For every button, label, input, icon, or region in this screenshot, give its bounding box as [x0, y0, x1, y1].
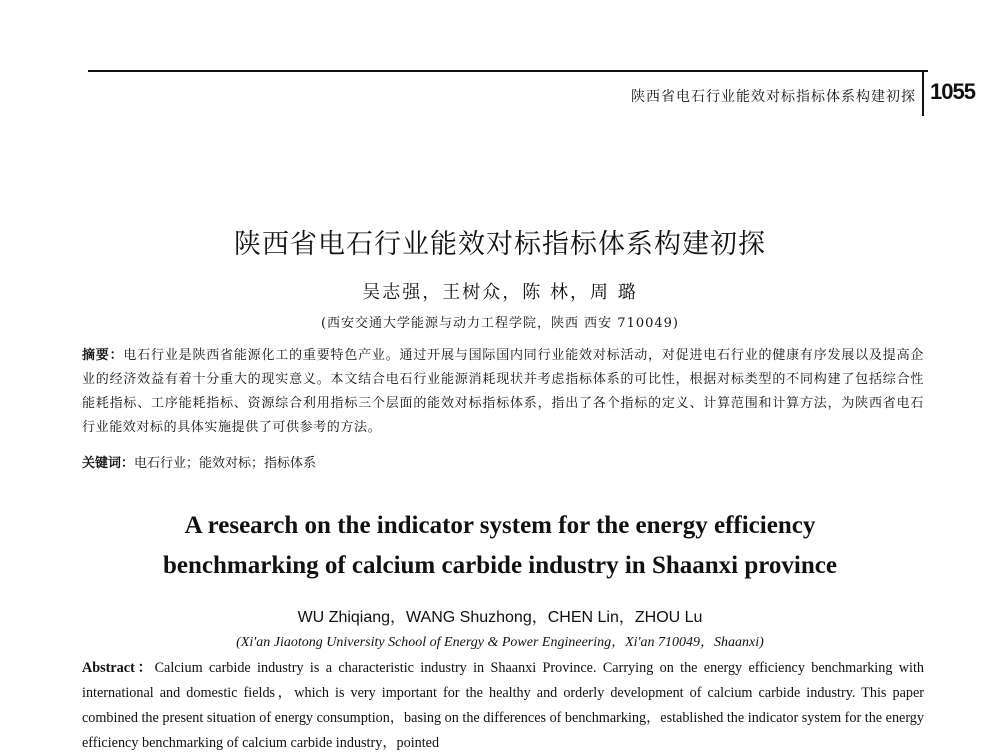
- authors-cn: 吴志强，王树众，陈 林，周 璐: [362, 282, 638, 303]
- abstract-en: [82, 656, 924, 756]
- header-rule: [88, 70, 928, 72]
- title-en-line1: A research on the indicator system for the energy efficiency: [184, 512, 816, 539]
- header-divider: [922, 70, 924, 116]
- title-cn: 陕西省电石行业能效对标指标体系构建初探: [234, 229, 766, 260]
- keywords-cn-label: 关键词：: [82, 456, 135, 471]
- abstract-en-label: Abstract：: [82, 660, 155, 676]
- affiliation-en: (Xi'an Jiaotong University School of Energy & Power Engineering，Xi'an 710049，Shaanxi): [236, 635, 764, 650]
- abstract-cn-text: 电石行业是陕西省能源化工的重要特色产业。通过开展与国际国内同行业能效对标活动，对促进电石行业的健康有序发展以及提高企业的经济效益有着十分重大的现实意义。本文结合电石行业能源消耗现状并考虑指标体系的可比性，根据对标类型的不同构建了包括综合性能耗指标、工序能耗指标、资源综合利用指标三个层面的能效对标指标体系，指出了各个指标的定义、计算范围和计算方法，为陕西省电石行业能效对标的具体实施提供了可供参考的方法。: [82, 348, 924, 435]
- title-en-line2: benchmarking of calcium carbide industry in Shaanxi province: [163, 552, 837, 579]
- running-title: 陕西省电石行业能效对标指标体系构建初探: [631, 89, 916, 105]
- title-en: [0, 506, 1000, 586]
- abstract-cn-label: 摘要：: [82, 348, 124, 363]
- abstract-en-text: Calcium carbide industry is a characteristic industry in Shaanxi Province. Carrying on the energy efficiency benchmarking with international and domestic fields，which is very important for the healthy and orderly development of calcium carbide industry. This paper combined the present situation of energy consumption，basing on the differences of benchmarking，established the indicator system for the energy efficiency benchmarking of calcium carbide industry，pointed: [82, 660, 924, 751]
- abstract-cn: [82, 344, 924, 440]
- affiliation-cn: (西安交通大学能源与动力工程学院，陕西 西安 710049): [320, 316, 680, 331]
- authors-en: WU Zhiqiang，WANG Shuzhong，CHEN Lin，ZHOU Lu: [297, 609, 703, 626]
- keywords-cn: [82, 452, 924, 471]
- keywords-cn-text: 电石行业；能效对标；指标体系: [134, 456, 317, 471]
- page-number: 1055: [930, 79, 975, 104]
